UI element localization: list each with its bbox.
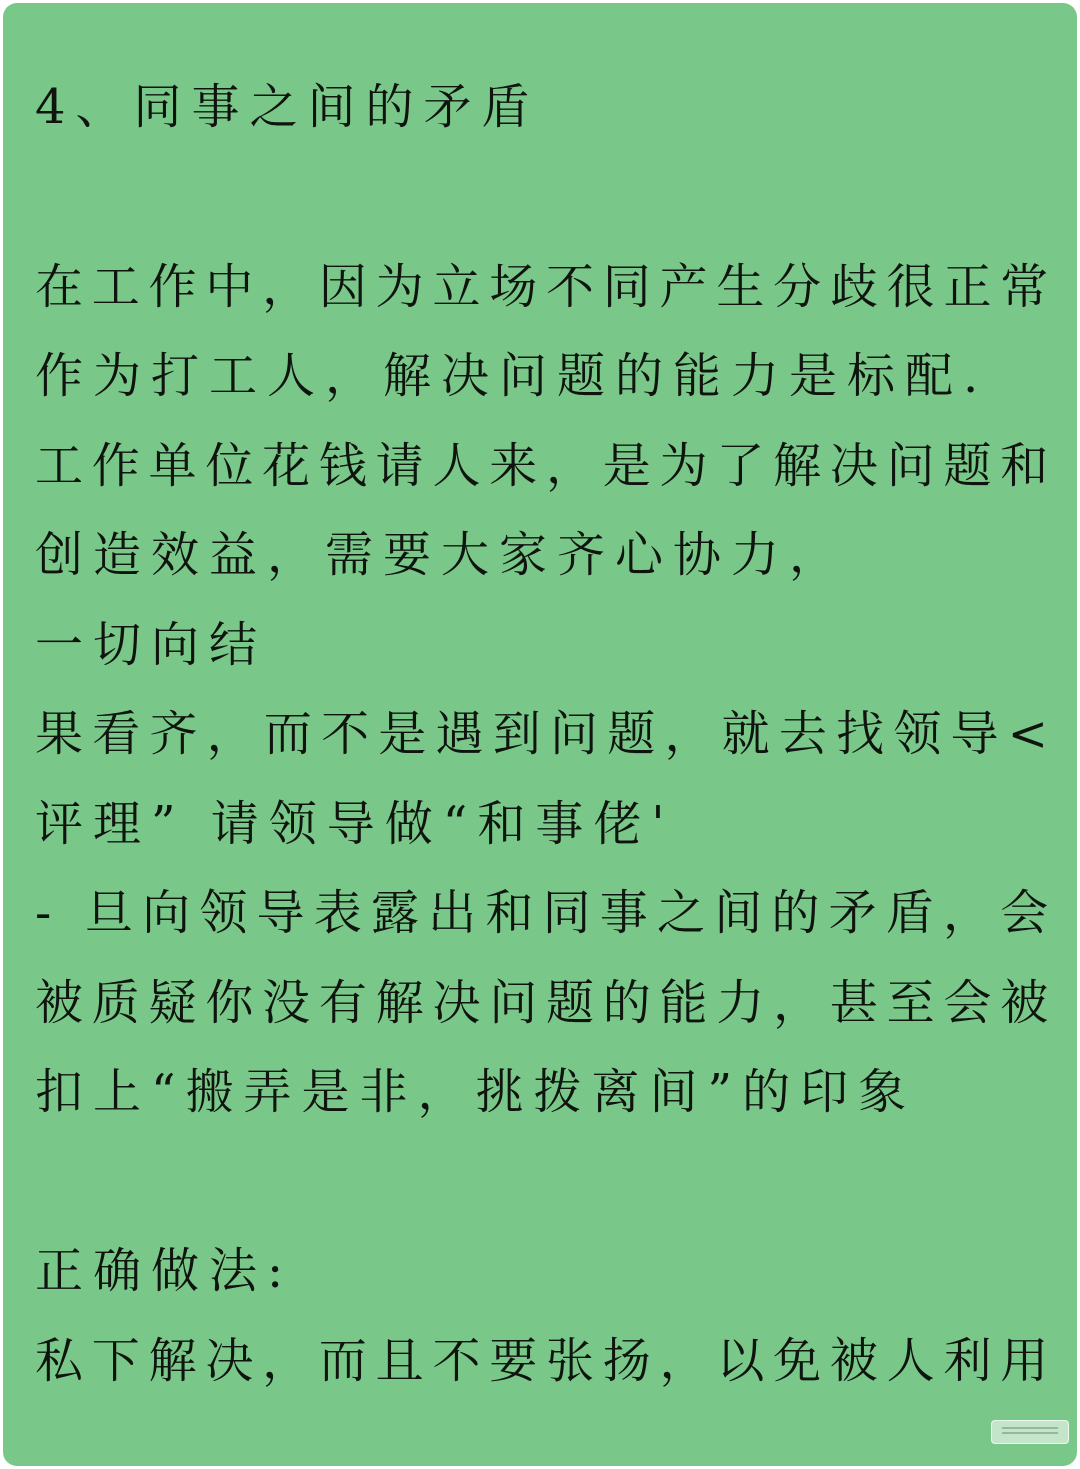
body-line: 创造效益，需要大家齐心协力， <box>35 527 848 583</box>
body-line: 果看齐，而不是遇到问题，就去找领导< <box>35 706 1058 762</box>
note-card <box>3 3 1077 1466</box>
body-line: 在工作中，因为立场不同产生分歧很正常 <box>35 259 1058 315</box>
body-line: 扣上“搬弄是非，挑拨离间”的印象 <box>35 1064 917 1120</box>
body-line: 私下解决，而且不要张扬，以免被人利用 <box>35 1333 1058 1389</box>
subheading: 正确做法: <box>35 1243 294 1299</box>
heading-title: 4、同事之间的矛盾 <box>35 79 540 135</box>
watermark-icon <box>991 1420 1069 1444</box>
body-line: - 旦向领导表露出和同事之间的矛盾，会 <box>35 885 1058 941</box>
body-line: 一切向结 <box>35 617 268 673</box>
body-line: 评理” 请领导做“和事佬' <box>35 796 675 852</box>
body-line: 工作单位花钱请人来，是为了解决问题和 <box>35 438 1058 494</box>
body-line: 被质疑你没有解决问题的能力，甚至会被 <box>35 975 1058 1031</box>
body-line: 作为打工人，解决问题的能力是标配. <box>35 348 989 404</box>
